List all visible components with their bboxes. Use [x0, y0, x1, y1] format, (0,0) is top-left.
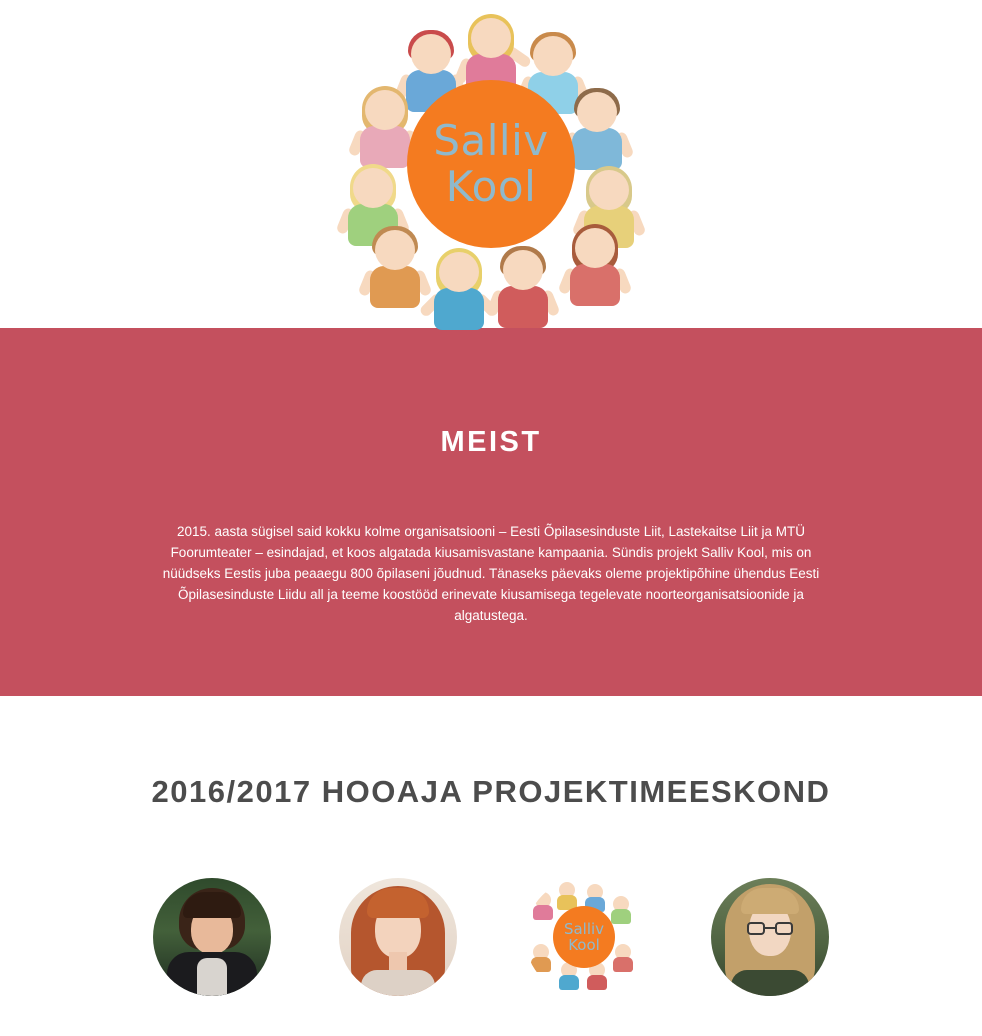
logo-line-2-small: Kool	[568, 936, 600, 954]
logo-circle	[407, 80, 575, 248]
member-photo-3-logo	[525, 878, 643, 996]
logo-line-2: Kool	[445, 162, 537, 211]
about-section	[0, 328, 982, 696]
child-figure	[566, 88, 628, 170]
team-members-row	[0, 878, 982, 996]
logo-line-1: Salliv	[433, 116, 549, 165]
child-figure	[492, 246, 554, 328]
team-member-avatar[interactable]	[525, 878, 643, 996]
logo-with-children-ring	[326, 14, 656, 314]
child-figure	[428, 248, 490, 330]
member-photo-1	[153, 878, 271, 996]
member-photo-4	[711, 878, 829, 996]
logo-line-1-small: Salliv	[563, 920, 605, 938]
hero-section	[0, 0, 982, 328]
member-photo-2	[339, 878, 457, 996]
about-heading: MEIST	[440, 426, 542, 458]
team-member-avatar[interactable]	[153, 878, 271, 996]
about-body-text: 2015. aasta sügisel said kokku kolme organisatsiooni – Eesti Õpilasesinduste Liit, Lastekaitse Liit ja MTÜ Foorumteater – esindajad, et koos algatada kiusamisvastane kampaania. Sündis projekt Salliv Kool, mis on nüüdseks Eestis juba peaaegu 800 õpilaseni jõudnud. Tänaseks päevaks oleme projektipõhine ühendus Eesti Õpilasesinduste Liidu all ja teeme koostööd erinevate kiusamisega tegelevate noorteorganisatsioonide ja algatustega.	[162, 524, 820, 623]
team-section	[0, 696, 982, 1036]
team-heading: 2016/2017 HOOAJA PROJEKTIMEESKOND	[151, 774, 831, 809]
team-member-avatar[interactable]	[711, 878, 829, 996]
child-figure	[364, 226, 426, 308]
team-member-avatar[interactable]	[339, 878, 457, 996]
glasses-icon	[747, 922, 793, 935]
logo-circle-small	[553, 906, 615, 968]
